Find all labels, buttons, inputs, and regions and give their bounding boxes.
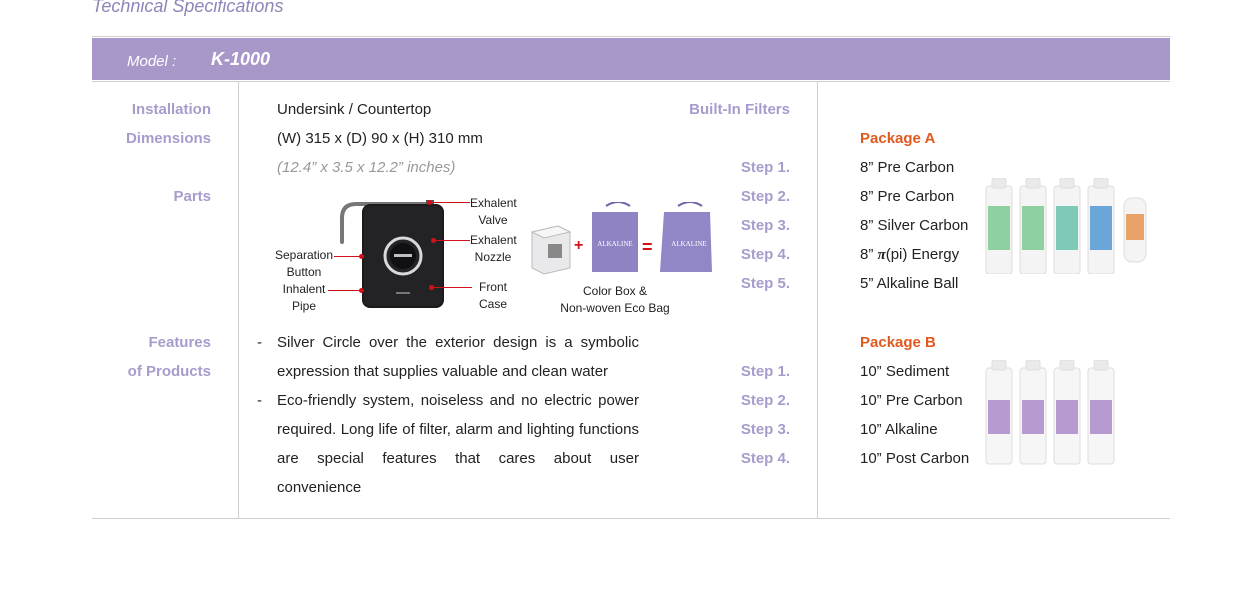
filter-name: 5” Alkaline Ball: [860, 275, 959, 292]
dimensions-inches: (12.4” x 3.5 x 12.2” inches): [277, 159, 456, 176]
filter-name: 8” Pre Carbon: [860, 188, 955, 205]
step-label: Step 3.: [740, 217, 790, 234]
part-label-front-case: Front Case: [478, 280, 507, 311]
label-features: Features: [148, 334, 211, 351]
feature-bullet: -: [257, 392, 262, 409]
filter-name: 8” Silver Carbon: [860, 217, 969, 234]
part-label-exhalent-valve: Exhalent Valve: [470, 196, 517, 227]
package-b-filters-image: [984, 360, 1116, 466]
filter-name: 10” Post Carbon: [860, 450, 970, 467]
divider: [92, 81, 1170, 82]
feature-item: Silver Circle over the exterior design is a symbolic expression that supplies valuable and clean water: [277, 334, 639, 380]
model-label: Model :: [127, 53, 177, 70]
feature-item: Eco-friendly system, noiseless and no electric power required. Long life of filter, alarm and lighting functions are special features that cares about user convenience: [277, 392, 639, 496]
step-label: Step 2.: [740, 188, 790, 205]
package-caption: Color Box & Non-woven Eco Bag: [560, 284, 670, 315]
label-parts: Parts: [173, 188, 211, 205]
section-title: Technical Specifications: [92, 0, 284, 16]
part-label-inhalent-pipe: Inhalent Pipe: [282, 282, 326, 313]
divider: [92, 518, 1170, 519]
filter-cartridges-illustration: [984, 360, 1116, 466]
filter-name: 8” π(pi) Energy: [860, 246, 960, 263]
label-of-products: of Products: [127, 363, 211, 380]
filter-name: 10” Alkaline: [860, 421, 938, 438]
step-label: Step 4.: [740, 246, 790, 263]
bag-brand-text: ALKALINE: [597, 240, 633, 248]
filter-name: 8” Pre Carbon: [860, 159, 955, 176]
label-dimensions: Dimensions: [125, 130, 211, 147]
part-label-exhalent-nozzle: Exhalent Nozzle: [470, 233, 517, 264]
step-label: Step 1.: [740, 159, 790, 176]
divider: [92, 36, 1170, 37]
column-divider: [817, 82, 818, 518]
installation-value: Undersink / Countertop: [277, 101, 432, 118]
step-label: Step 5.: [740, 275, 790, 292]
built-in-filters-heading: Built-In Filters: [689, 101, 790, 118]
feature-bullet: -: [257, 334, 262, 351]
plus-sign: +: [574, 237, 584, 254]
model-value: K-1000: [211, 49, 271, 69]
equals-sign: =: [642, 237, 653, 257]
package-b-title: Package B: [860, 334, 936, 351]
filter-name: 10” Pre Carbon: [860, 392, 963, 409]
filter-name: 10” Sediment: [860, 363, 950, 380]
column-divider: [238, 82, 239, 518]
package-a-filters-image: [984, 178, 1150, 274]
pi-symbol: π: [877, 247, 886, 263]
step-label: Step 1.: [740, 363, 790, 380]
step-label: Step 2.: [740, 392, 790, 409]
step-label: Step 4.: [740, 450, 790, 467]
package-a-title: Package A: [860, 130, 936, 147]
step-label: Step 3.: [740, 421, 790, 438]
dimensions-value: (W) 315 x (D) 90 x (H) 310 mm: [277, 130, 483, 147]
label-installation: Installation: [131, 101, 211, 118]
bag-brand-text: ALKALINE: [671, 240, 707, 248]
part-label-separation-button: Separation Button: [274, 248, 334, 279]
filter-cartridges-illustration: [984, 178, 1150, 274]
